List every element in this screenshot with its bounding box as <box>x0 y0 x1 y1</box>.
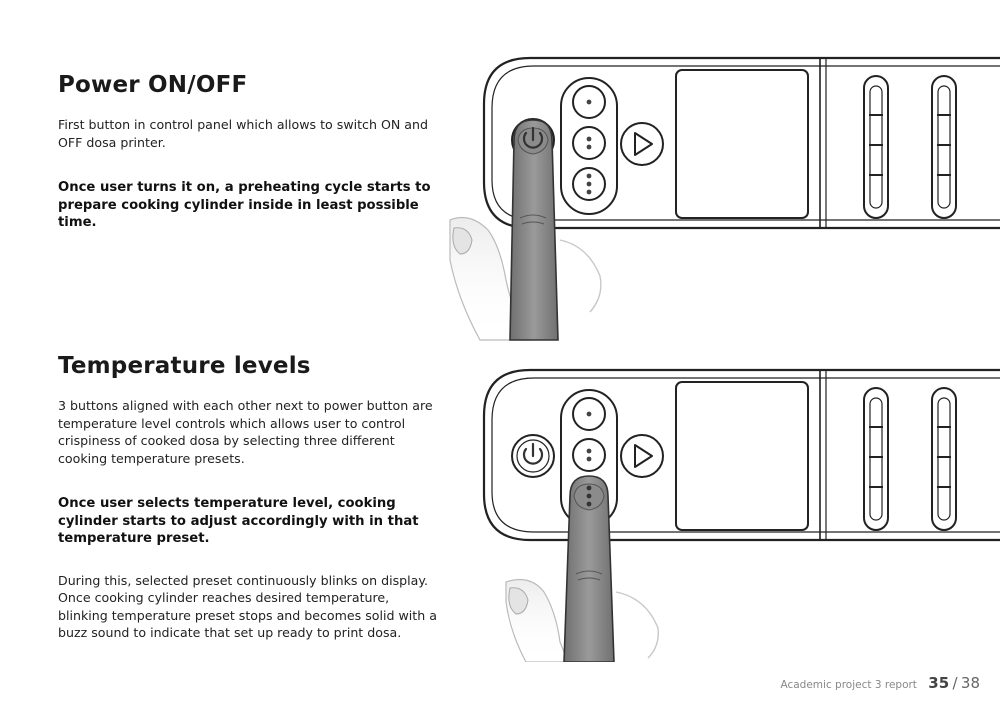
power-emphasis: Once user turns it on, a preheating cycle starts to prepare cooking cylinder inside in least possible time. <box>58 180 431 230</box>
display-screen <box>676 382 808 530</box>
report-label: Academic project 3 report <box>780 679 917 691</box>
play-button <box>621 435 663 477</box>
temperature-blink-description: During this, selected preset continuously blinks on display. Once cooking cylinder reaches desired temperature, blinking temperature preset stops and becomes solid with a buzz sound to indicate that set up ready to print dosa. <box>58 572 437 640</box>
section-temperature <box>58 353 438 642</box>
page-number: 35 <box>928 674 950 692</box>
play-button <box>621 123 663 165</box>
slider-controls <box>864 76 956 218</box>
page-separator: / <box>952 674 958 692</box>
display-screen <box>676 70 808 218</box>
power-description: First button in control panel which allows to switch ON and OFF dosa printer. <box>58 117 428 150</box>
temperature-description: 3 buttons aligned with each other next to power button are temperature level controls which allows user to control crispiness of cooked dosa by selecting three different cooking temperature presets. <box>58 398 433 466</box>
control-panel-illustration-power <box>440 40 1000 350</box>
temperature-dots-pressed <box>587 486 592 507</box>
pressing-finger <box>510 120 558 340</box>
section-title-power: Power ON/OFF <box>58 72 248 98</box>
section-power <box>58 72 438 232</box>
control-panel-illustration-temperature <box>440 352 1000 662</box>
page-total: 38 <box>960 674 980 692</box>
temperature-emphasis: Once user selects temperature level, cooking cylinder starts to adjust accordingly with in that temperature preset. <box>58 496 419 546</box>
slider-controls <box>864 388 956 530</box>
section-title-temperature: Temperature levels <box>58 353 311 379</box>
page-footer <box>780 674 980 692</box>
